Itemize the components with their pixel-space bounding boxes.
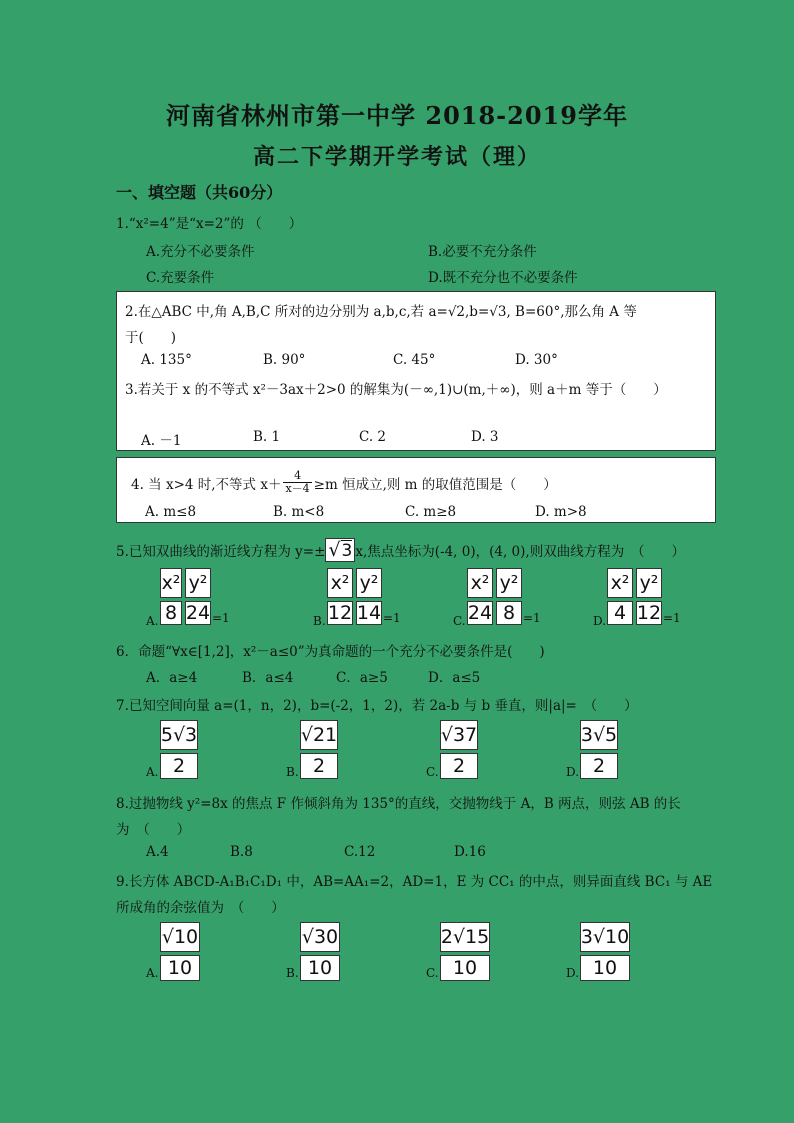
q5-option-fraction — [160, 568, 230, 625]
q5-frac-den: 12 — [327, 602, 353, 624]
q9-option-fraction — [160, 922, 200, 981]
q5-option-label: A. — [146, 614, 159, 628]
q6-option-a: A．a≥4 — [146, 670, 198, 686]
q5-frac-top: x² — [327, 568, 353, 598]
q5-frac-top: x² — [607, 568, 633, 598]
q5-frac-top: y² — [636, 568, 662, 598]
q5-frac-den: 14 — [356, 602, 382, 624]
q9-option-fraction — [300, 922, 340, 981]
q7-option-fraction — [160, 720, 198, 779]
q6-option-d: D．a≤5 — [428, 670, 481, 686]
q1-option-b: B.必要不充分条件 — [428, 244, 537, 260]
q5-option-fraction — [607, 568, 681, 625]
q7-option-label: A. — [146, 765, 159, 779]
q5-stem-before: 5.已知双曲线的渐近线方程为 y=± — [116, 544, 326, 560]
q5-frac-den: 24 — [185, 602, 211, 624]
q9-frac-num: √10 — [160, 922, 200, 952]
q5-option-fraction — [467, 568, 541, 625]
q8-option-b: B.8 — [230, 844, 253, 860]
q5-frac-den: 8 — [160, 601, 182, 625]
q7-frac-den: 2 — [580, 753, 618, 779]
q8-option-c: C.12 — [344, 844, 376, 860]
q2-stem-line1: 2.在△ABC 中,角 A,B,C 所对的边分别为 a,b,c,若 a=√2,b=√3, B=60°,那么角 A 等 — [125, 304, 637, 320]
q6-stem: 6．命题“∀x∈[1,2]，x²－a≤0”为真命题的一个充分不必要条件是( ) — [116, 644, 545, 660]
q2-option-a: A. 135° — [141, 352, 192, 368]
q5-option-label: C. — [453, 614, 466, 628]
q2-option-c: C. 45° — [393, 352, 436, 368]
q2-option-b: B. 90° — [263, 352, 306, 368]
q5-option-fraction — [327, 568, 401, 625]
q9-stem-line1: 9.长方体 ABCD-A₁B₁C₁D₁ 中，AB=AA₁=2，AD=1，E 为 CC₁ 的中点，则异面直线 BC₁ 与 AE — [116, 874, 713, 890]
q5-option-tail: =1 — [523, 611, 541, 625]
q5-frac-top: y² — [185, 568, 211, 598]
q9-frac-den: 10 — [440, 955, 490, 981]
q2-stem-line2: 于( ) — [125, 330, 177, 346]
q2-q3-box — [116, 291, 716, 451]
q5-frac-den: 8 — [496, 601, 522, 625]
q5-frac-den: 12 — [636, 602, 662, 624]
q5-option-tail: =1 — [212, 611, 230, 625]
q4-option-c: C. m≥8 — [405, 504, 457, 520]
q7-frac-num: √21 — [300, 720, 338, 750]
q9-frac-num: 3√10 — [580, 922, 630, 952]
q7-option-fraction — [300, 720, 338, 779]
q4-option-b: B. m<8 — [273, 504, 325, 520]
q9-option-label: C. — [426, 966, 439, 980]
q9-frac-den: 10 — [300, 955, 340, 981]
q7-option-label: D. — [566, 765, 580, 779]
q4-option-a: A. m≤8 — [145, 504, 197, 520]
q3-option-a: A. －1 — [141, 433, 182, 449]
q5-sqrt-box — [325, 538, 355, 562]
section-heading: 一、填空题（共60分） — [116, 183, 283, 202]
q9-frac-num: 2√15 — [440, 922, 490, 952]
q9-option-label: B. — [286, 966, 299, 980]
q5-frac-top: y² — [496, 568, 522, 598]
q4-stem-before: 4. 当 x>4 时,不等式 x＋ — [131, 476, 282, 493]
q9-option-fraction — [580, 922, 630, 981]
q7-frac-num: 5√3 — [160, 720, 198, 750]
q5-frac-top: y² — [356, 568, 382, 598]
q9-frac-den: 10 — [160, 955, 200, 981]
q8-stem-line1: 8.过抛物线 y²=8x 的焦点 F 作倾斜角为 135°的直线，交抛物线于 A，B 两点，则弦 AB 的长 — [116, 796, 681, 812]
q5-stem — [116, 538, 685, 562]
q8-option-d: D.16 — [454, 844, 486, 860]
q5-frac-top: x² — [160, 568, 182, 598]
q7-frac-den: 2 — [160, 753, 198, 779]
q5-frac-den: 4 — [607, 601, 633, 625]
q5-sqrt-value: 3 — [341, 541, 353, 561]
q5-option-tail: =1 — [383, 611, 401, 625]
q7-frac-den: 2 — [440, 753, 478, 779]
q9-frac-den: 10 — [580, 955, 630, 981]
q7-option-fraction — [580, 720, 618, 779]
q5-option-label: B. — [313, 614, 326, 628]
q9-option-fraction — [440, 922, 490, 981]
q9-frac-num: √30 — [300, 922, 340, 952]
q7-option-label: B. — [286, 765, 299, 779]
q5-frac-den: 24 — [467, 602, 493, 624]
q5-option-label: D. — [593, 614, 607, 628]
q7-option-fraction — [440, 720, 478, 779]
q1-option-a: A.充分不必要条件 — [146, 244, 255, 260]
q3-option-b: B. 1 — [253, 429, 281, 445]
title-line2: 高二下学期开学考试（理） — [252, 144, 541, 170]
q5-stem-after: x,焦点坐标为(-4, 0)，(4, 0),则双曲线方程为 （ ） — [355, 544, 685, 560]
q4-box — [116, 457, 716, 523]
q4-frac-den: x－4 — [285, 482, 310, 495]
q8-option-a: A.4 — [146, 844, 169, 860]
q6-option-b: B．a≤4 — [242, 670, 294, 686]
q4-fraction — [283, 470, 311, 495]
q9-option-label: A. — [146, 966, 159, 980]
q7-frac-num: 3√5 — [580, 720, 618, 750]
q3-stem: 3.若关于 x 的不等式 x²－3ax＋2>0 的解集为(－∞,1)∪(m,＋∞)，则 a＋m 等于（ ） — [125, 382, 667, 398]
q7-option-label: C. — [426, 765, 439, 779]
q4-stem-after: ≥m 恒成立,则 m 的取值范围是（ ） — [313, 476, 557, 493]
q1-option-d: D.既不充分也不必要条件 — [428, 270, 578, 286]
q1-option-c: C.充要条件 — [146, 270, 215, 286]
q5-frac-top: x² — [467, 568, 493, 598]
title-line1: 河南省林州市第一中学 2018-2019学年 — [166, 101, 628, 130]
q2-option-d: D. 30° — [515, 352, 558, 368]
q4-option-d: D. m>8 — [535, 504, 587, 520]
sqrt-sign-icon: √ — [328, 539, 341, 561]
q4-stem — [131, 470, 557, 495]
q8-stem-line2: 为 （ ） — [116, 822, 191, 838]
q4-frac-num: 4 — [294, 469, 302, 482]
q5-option-tail: =1 — [663, 611, 681, 625]
q1-stem: 1.“x²=4”是“x=2”的 （ ） — [116, 216, 303, 232]
q7-frac-num: √37 — [440, 720, 478, 750]
q7-frac-den: 2 — [300, 753, 338, 779]
q9-option-label: D. — [566, 966, 580, 980]
q6-option-c: C．a≥5 — [336, 670, 388, 686]
q3-option-c: C. 2 — [359, 429, 387, 445]
q9-stem-line2: 所成角的余弦值为 （ ） — [116, 900, 285, 916]
q3-option-d: D. 3 — [471, 429, 499, 445]
q7-stem: 7.已知空间向量 a=(1，n，2)，b=(-2，1，2)，若 2a-b 与 b 垂直，则|a|= （ ） — [116, 698, 638, 714]
